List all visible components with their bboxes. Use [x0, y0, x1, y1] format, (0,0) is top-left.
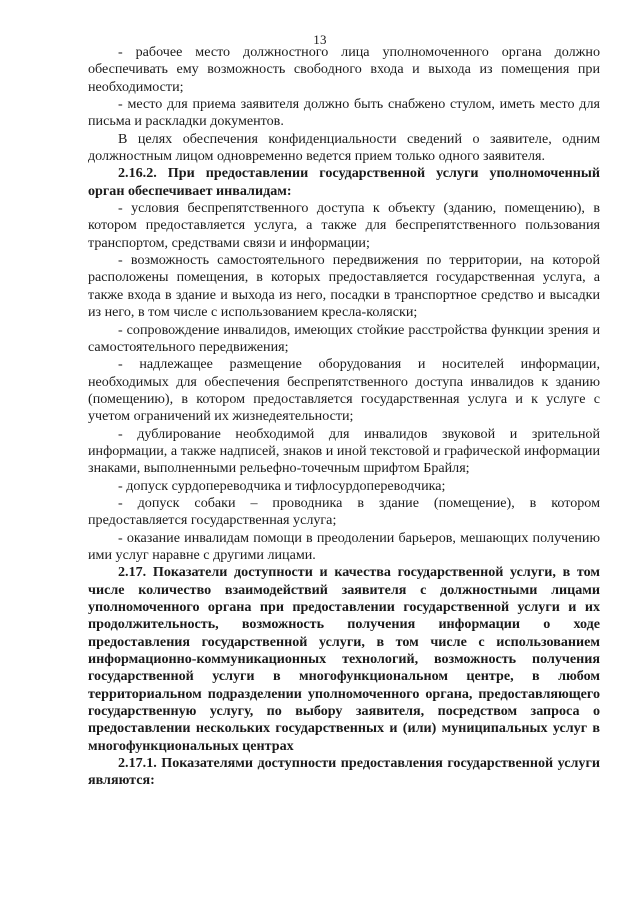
- paragraph-independent-movement: - возможность самостоятельного передвижения по территории, на которой расположены помещения, в которых предоставляется государственная услуга, а также входа в здание и выхода из него, посадки в транспортное средство и высадки из него, в том числе с использованием кресла-коляски;: [88, 252, 600, 321]
- paragraph-equipment-placement: - надлежащее размещение оборудования и носителей информации, необходимых для обеспечения беспрепятственного доступа инвалидов к зданию (помещению), в котором предоставляется государственная услуга и к услуге с учетом ограничений их жизнедеятельности;: [88, 356, 600, 425]
- paragraph-escort: - сопровождение инвалидов, имеющих стойкие расстройства функции зрения и самостоятельного передвижения;: [88, 321, 600, 355]
- section-heading-2-16-2: 2.16.2. При предоставлении государственной услуги уполномоченный орган обеспечивает инвалидам:: [88, 165, 600, 199]
- paragraph-reception-chair: - место для приема заявителя должно быть снабжено стулом, иметь место для письма и раскладки документов.: [88, 96, 600, 130]
- paragraph-barrier-free-access: - условия беспрепятственного доступа к объекту (зданию, помещению), в котором предоставляется услуга, а также для беспрепятственного пользования транспортом, средствами связи и информации;: [88, 200, 600, 251]
- page-number: 13: [313, 32, 327, 47]
- paragraph-guide-dog: - допуск собаки – проводника в здание (помещение), в котором предоставляется государственная услуга;: [88, 494, 600, 529]
- paragraph-workplace-access: - рабочее место должностного лица уполномоченного органа должно обеспечивать ему возможность свободного входа и выхода из помещения при необходимости;: [88, 44, 600, 95]
- paragraph-barrier-assistance: - оказание инвалидам помощи в преодолении барьеров, мешающих получению ими услуг наравне с другими лицами.: [88, 529, 600, 563]
- paragraph-braille-duplication: - дублирование необходимой для инвалидов звуковой и зрительной информации, а также надписей, знаков и иной текстовой и графической информации знаками, выполненными рельефно-точечным шрифтом Брайля;: [88, 425, 600, 477]
- document-body: [88, 44, 600, 790]
- paragraph-sign-interpreter: - допуск сурдопереводчика и тифлосурдопереводчика;: [118, 477, 446, 494]
- paragraph-confidentiality: В целях обеспечения конфиденциальности сведений о заявителе, одним должностным лицом одновременно ведется прием только одного заявителя.: [88, 130, 600, 165]
- section-heading-2-17: 2.17. Показатели доступности и качества государственной услуги, в том числе количество взаимодействий заявителя с должностными лицами уполномоченного органа при предоставлении государственной услуги и их продолжительность, возможность получения информации о ходе предоставления государственной услуги, в том числе с использованием информационно-коммуникационных технологий, возможность получения государственной услуги в многофункциональном центре, в любом территориальном подразделении уполномоченного органа, предоставляющего государственную услугу, по выбору заявителя, посредством запроса о предоставлении нескольких государственных и (или) муниципальных услуг в многофункциональных центрах: [88, 564, 600, 754]
- section-heading-2-17-1: 2.17.1. Показателями доступности предоставления государственной услуги являются:: [88, 755, 600, 789]
